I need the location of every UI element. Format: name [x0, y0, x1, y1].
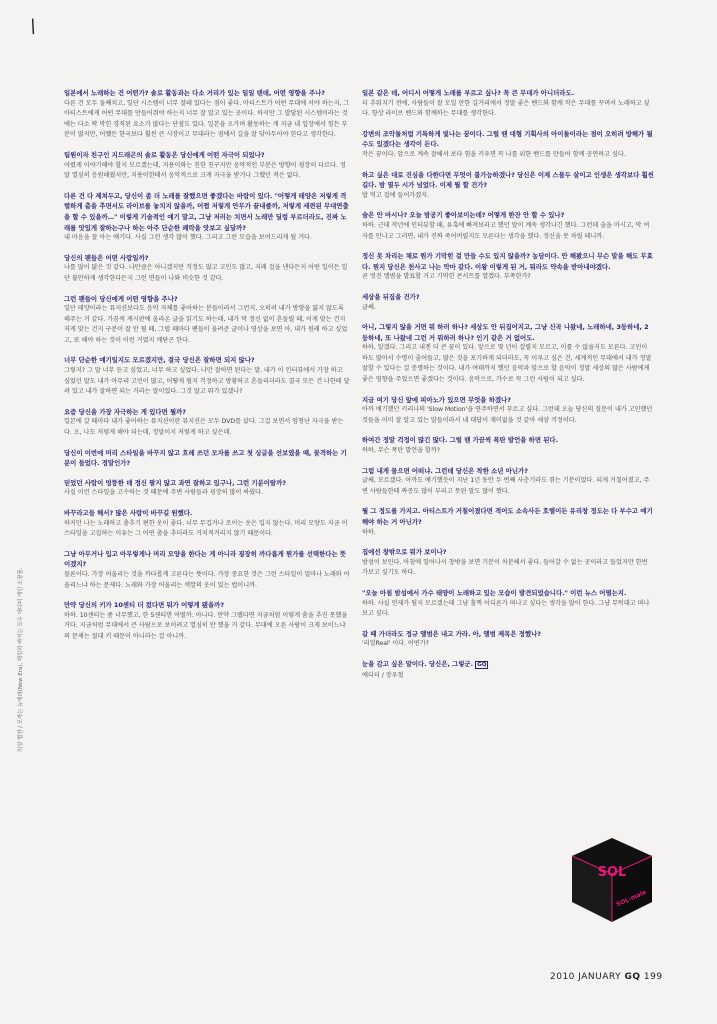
interview-answer: 물론이다. 가장 어울리는 것을 까다롭게 고른다는 뜻이다. 가장 중요한 것은 그런 스타일이 얼마나 노래와 어울리느냐 하는 문제다. 노래와 가장 어울리는 색깔의 옷이 있는 법이니까. — [64, 570, 350, 589]
interview-question: 뭘 그 정도를 가지고. 아티스트가 거칠어졌다면 적어도 소속사든 호텔이든 유리창 정도는 다 부수고 얘기해야 하는 거 아닌가? — [362, 507, 653, 526]
interview-question: 아니, 그렇지 않을 거면 뭐 하러 하나? 세상도 안 뒤집어지고, 그냥 신곡 나왔네, 노래하네, 3등하네, 2등하네, 또 나왔네 그런 거 뭐하러 하나? 인기 같은 거 없어도. — [362, 323, 649, 342]
qa-block — [64, 253, 350, 285]
interview-question: 하고 싶은 대로 진심을 다한다면 무엇이 불가능하겠나? 당신은 이제 스물두 살이고 인생은 생각보다 훨씬 길다. 밤 열두 시가 넘었다. 이제 뭘 할 건가? — [362, 170, 654, 190]
qa-block — [64, 355, 350, 397]
interview-question: 일본 같은 데, 어디서 어떻게 노래를 부르고 싶나? 꼭 큰 무대가 아니더라도. — [362, 89, 575, 97]
interview-answer: 더 추워지기 전에, 사람들이 잘 모일 만한 길거리에서 정말 좋은 밴드와 함께 작은 무대를 꾸며서 노래하고 싶다. 항상 라이브 밴드와 함께하는 무대를 생각한다. — [362, 99, 650, 118]
qa-block — [362, 395, 654, 427]
interview-question: 믿었던 사람이 엉뚱한 데 정신 팔지 않고 과연 잘하고 있구나, 그런 기분이랄까? — [64, 478, 286, 487]
interview-question: 그냥 아무거나 입고 아무렇게나 머리 모양을 한다는 게 아니라 굉장히 까다롭게 뭔가를 선택한다는 뜻이겠지? — [64, 549, 347, 569]
interview-answer: 작은 꿈이다. 앞으로 계속 잘해서 보다 힘을 키우면 꼭 나를 위한 밴드를 만들어 함께 공연하고 싶다. — [362, 150, 626, 158]
interview-question: 일본에서 노래하는 건 어떤가? 솔로 활동과는 다소 거리가 있는 일일 텐데, 어떤 영향을 주나? — [64, 89, 326, 97]
qa-block — [362, 170, 654, 202]
pen-mark: / — [26, 15, 40, 38]
qa-block — [64, 508, 350, 540]
interview-answer: 밤섬이 보인다. 아침에 일어나서 창밖을 보면 기분이 차분해서 좋다. 들어갈 수 없는 곳이라고 들었지만 한번 가보고 싶기도 하다. — [362, 558, 648, 577]
interview-answer: 내 마음을 잘 아는 얘기다. 사실 그런 생각 많이 했다. 그리고 그런 모습을 보여드리게 될 거다. — [64, 234, 312, 242]
interview-answer: 글쎄. — [362, 303, 376, 311]
interview-answer: 하하, 알겠다. 그리고 내겐 더 큰 꿈이 있다. 앞으로 몇 년이 걸릴지 모르고, 이룰 수 없을지도 모른다. 고민이 하도 많아서 수명이 줄어들고, 많은 것을 포기하게 되더라도, 꼭 이루고 싶은 건, 세계적인 무대에서 내가 정말 잘할 수 있다는 걸 증명하는 것이다. 내가 여태까지 했던 음악과 앞으로 할 음악이 정말 세상의 많은 사람에게 좋은 영향을 주었으면 좋겠다는 것이다. 음악으로, 가수로 꼭 그런 사람이 되고 싶다. — [362, 344, 652, 384]
qa-block — [362, 547, 654, 579]
qa-block — [64, 478, 350, 499]
interview-answer: 밥 먹고 집에 들어가겠지. — [362, 191, 429, 199]
interview-question: 당신의 팬들은 어떤 사람일까? — [64, 253, 149, 262]
qa-block — [64, 407, 350, 439]
qa-block — [362, 129, 654, 161]
qa-block — [64, 549, 350, 591]
interview-answer: 일단 태양이라는 뮤지션보다도 음악 자체를 좋아하는 분들이라서 그런지, 오히려 내가 방향을 잃지 않도록 해주는 거 같다. 가끔씩 게시판에 올라온 글을 읽기도 하는데, 내가 막 정신 없이 흔들릴 때, 이게 맞는 건지 저게 맞는 건지 구분이 잘 안 될 때, 그럴 때마다 팬들이 올려준 글이나 영상을 보면 아, 내가 원래 하고 싶었고, 또 해야 하는 것이 이런 거였지 깨닫곤 한다. — [64, 305, 348, 344]
interview-answer: 곧 멋진 앨범을 발표할 거고 기막힌 콘서트를 열겠다. 부족한가? — [362, 273, 531, 281]
interview-question: 다른 건 다 제쳐두고, 당신이 좀 더 노래를 잘했으면 좋겠다는 바람이 있다. "어떻게 태양은 저렇게 격렬하게 춤을 추면서도 라이브를 놓치지 않을까, 어쩜 저렇게 안무가 끝내줄까, 저렇게 세련된 무대연출을 할 수 있을까…" 이렇게 기술적인 얘기 말고, 그냥 저러는 치면서 노래만 딜렁 부르더라도, 진짜 노래를 맛있게 잘하는구나 하는 아주 단순한 쾌락을 맛보고 싶달까? — [64, 191, 349, 232]
interview-question: 정신 못 차리는 채로 뭔가 기막힌 걸 만들 수도 있지 않을까? 농담이다. 안 해봤으니 무슨 말을 해도 무효다. 뭔지 당신은 천사고 나는 악마 같다. 이왕 이렇게 된 거, 뭐라도 약속을 받아내야겠다. — [362, 252, 653, 271]
interview-answer: 다른 건 모두 둘째치고, 일단 시스템이 너무 잘돼 있다는 점이 좋다. 아티스트가 어떤 무대에 서야 하는지, 그 아티스트에게 어떤 무대를 만들어줘야 하는지 너무 잘 알고 있는 곳이다. 하지만 그 발달된 시스템이라는 것에는 다소 꽉 막힌 경직된 요소가 많다는 단점도 있다. 일본을 오가며 활동하는 게 지금 내 입장에서 힘든 부분이 많지만, 어쨌든 한국보다 훨씬 큰 시장이고 무대라는 점에서 길을 잘 닦아두어야 한다고 생각한다. — [64, 99, 350, 139]
side-credit: 의상 협찬 / 모자는 뉴에라(New Era), 재킷과 바지는 모두 에디터 개인 소장품. — [18, 567, 24, 752]
qa-block — [64, 600, 350, 642]
sol-logo-top-text: SOL — [597, 865, 627, 880]
interview-question: 집에선 창밖으로 뭐가 보이나? — [362, 548, 447, 557]
qa-block — [362, 322, 654, 386]
interview-answer: 하하. 근데 작년에 인터뷰할 때, 유혹에 빠져보라고 했던 말이 계속 생각나긴 했다. 그런데 술을 마시고, 막 여자를 만나고 그러면, 내가 진짜 죽어버릴지도 모른다는 생각을 했다. 정신을 못 차릴 테니까. — [362, 221, 650, 240]
footer-date: 2010 JANUARY — [550, 972, 622, 982]
interview-question: 지금 여기 당신 앞에 피아노가 있으면 무엇을 하겠나? — [362, 395, 511, 404]
interview-answer: 어렸게 이야기해야 할지 모르겠는데, 지용이와는 친한 친구지만 음악적인 부분은 방향이 굉장히 다르다. 정말 열심히 응원해줬지만, 지용이한테서 음악적으로 크게 자극을 받거나 그랬던 적은 없다. — [64, 161, 346, 180]
qa-block — [64, 150, 350, 182]
interview-question: 술은 안 마시나? 오늘 밤공기 좋아보이는데? 어떻게 한잔 안 할 수 있나? — [362, 211, 565, 220]
interview-question: 만약 당신의 키가 10센티 더 컸다면 뭐가 어떻게 됐을까? — [64, 601, 225, 610]
left-column — [64, 88, 350, 652]
footer-page-number: 199 — [643, 972, 663, 982]
interview-answer: 하하. — [362, 528, 376, 536]
interview-answer: 사실 이런 스타일을 고수하는 것 때문에 주변 사람들과 굉장히 많이 싸웠다. — [64, 489, 263, 497]
qa-block — [362, 466, 654, 498]
interview-answer: '리얼Real' 이다. 어떤가? — [362, 640, 429, 648]
qa-block — [64, 448, 350, 469]
gq-end-badge: GQ — [477, 661, 487, 668]
interview-question: 팀원이자 친구인 지드래곤의 솔로 활동은 당신에게 어떤 자극이 되었나? — [64, 150, 265, 159]
qa-block — [362, 210, 654, 242]
interview-question: 세상을 뒤집을 건가? — [362, 292, 420, 301]
interview-answer: 나를 많이 닮은 것 같다. 나만큼은 아니겠지만 걱정도 많고 고민도 많고, 지레 겁을 낸다든지 어떤 일이든 일단 불안하게 생각한다든지 그런 면들이 나와 비슷한 것 같다. — [64, 264, 348, 282]
qa-block — [64, 294, 350, 347]
interview-question: 요즘 당신을 가장 자극하는 게 있다면 뭘까? — [64, 407, 187, 416]
page-footer — [550, 972, 663, 982]
interview-question: 강변의 조악돌처럼 기특하게 빛나는 꿈이다. 그럴 땐 대형 기획사의 아이돌이라는 점이 오히려 방해가 될 수도 있겠다는 생각이 든다. — [362, 129, 653, 149]
interview-question: 하여간 정말 걱정이 많긴 많다. 그럴 땐 가끔씩 폭탄 발언을 하면 된다. — [362, 436, 559, 445]
qa-block — [362, 629, 654, 650]
sol-cube-logo — [566, 834, 658, 926]
interview-answer: 글쎄, 모르겠다. 아까도 얘기했듯이 지난 1년 동안 두 번째 사춘기라도 겪는 기분이었다. 되게 거칠어졌고, 주변 사람들한테 짜증도 많이 부리고 못된 말도 많이 했다. — [362, 477, 650, 495]
interview-question: 갈 때 가더라도 정규 앨범은 내고 가라. 아, 앨범 제목은 정했나? — [362, 629, 541, 638]
qa-block — [362, 292, 654, 313]
qa-block — [362, 251, 654, 283]
interview-question: 너무 단순한 얘기일지도 모르겠지만, 결국 당신은 잘하면 되지 않나? — [64, 356, 255, 365]
footer-brand: GQ — [624, 972, 641, 982]
interview-answer: 하하, 무슨 폭탄 발언을 할까? — [362, 447, 441, 455]
interview-answer: 하하. 사실 언제가 될지 모르겠는데 그냥 훌쩍 어디론가 떠나고 싶다는 생각을 많이 한다. 그냥 무턱대고 떠나보고 싶다. — [362, 599, 650, 618]
right-column — [362, 88, 654, 690]
interview-question: 눈을 감고 싶은 말이다. 당신은, 그렇군. GQ — [362, 659, 487, 668]
interview-answer: 에디터 / 장우철 — [362, 671, 404, 679]
interview-question: 그럼 내게 물으면 어떠냐. 그런데 당신은 착한 소년 아닌가? — [362, 466, 528, 475]
qa-block — [362, 88, 654, 120]
qa-block — [362, 588, 654, 620]
interview-answer: 하하. 10센티는 좀 너무했고, 한 5센티면 어떨까. 아니다. 만약 그랬다면 지금처럼 이렇게 춤을 추진 못했을 거다. 지금처럼 무대에서 큰 사람으로 보이려고 열심히 안 했을 거 같다. 무대에 오른 사람이 크게 보이느냐의 문제는 절대 키 때문이 아니라는 걸 아니까. — [64, 611, 348, 640]
qa-block — [64, 88, 350, 141]
qa-block — [362, 435, 654, 456]
interview-answer: 하지만 나는 노래하고 춤추기 편한 옷이 좋다. 너무 무겁거나 조이는 옷은 입지 않는다. 머리 모양도 지금 이 스타일을 고집하는 이유는 그 어떤 춤을 추더라도 거치적거리지 않기 때문이다. — [64, 519, 348, 538]
interview-answer: 아까 얘기했던 키리나의 'Slow Motion'을 연주하면서 부르고 싶다. 그런데 오늘 당신의 질문이 내가 고민했던 것들을 이미 잘 알고 있는 말들이라서 내 대답이 재미없을 것 같아 새삼 걱정이다. — [362, 406, 653, 424]
qa-block — [362, 659, 654, 681]
qa-block — [64, 191, 350, 244]
interview-question: 바꾸라고들 해서? 많은 사람이 바꾸길 원했다. — [64, 509, 193, 517]
interview-question: "오늘 아침 밤섬에서 가수 태양이 노래하고 있는 모습이 발견되었습니다." 이런 뉴스 어떨는지. — [362, 588, 627, 597]
interview-answer: 그렇지? 그 말 너무 듣고 싶었고, 너무 하고 싶었다. 나만 잘하면 된다는 말. 내가 이 인터뷰에서 가장 하고 싶었던 말도 내가 아무리 고민이 많고, 어떻게 될지 걱정하고 방황하고 흔들리더라도 결국 모든 건 나한테 달려 있고 내가 잘하면 되는 거라는 말이었다. 그것 말고 뭐가 있겠나? — [64, 367, 350, 396]
qa-block — [362, 506, 654, 538]
interview-question: 당신이 이번에 머리 스타일을 바꾸지 않고 흐레 쓰던 모자를 쓰고 첫 싱글을 선보였을 때, 꼴격하는 기분이 들었다. 정말인가? — [64, 448, 347, 468]
interview-answer: 일본에 갈 때마다 내가 좋아하는 뮤지션이란 뮤지션은 모두 DVD를 샀다. 그걸 보면서 엄청난 자극을 받는다. 오, 나도 저렇게 해야 되는데, 정말이지 저렇게 하고 싶은데. — [64, 418, 344, 437]
interview-question: 그런 팬들이 당신에게 어떤 영향을 주나? — [64, 294, 178, 303]
sol-logo-bottom-text: SOL-male — [615, 888, 648, 909]
